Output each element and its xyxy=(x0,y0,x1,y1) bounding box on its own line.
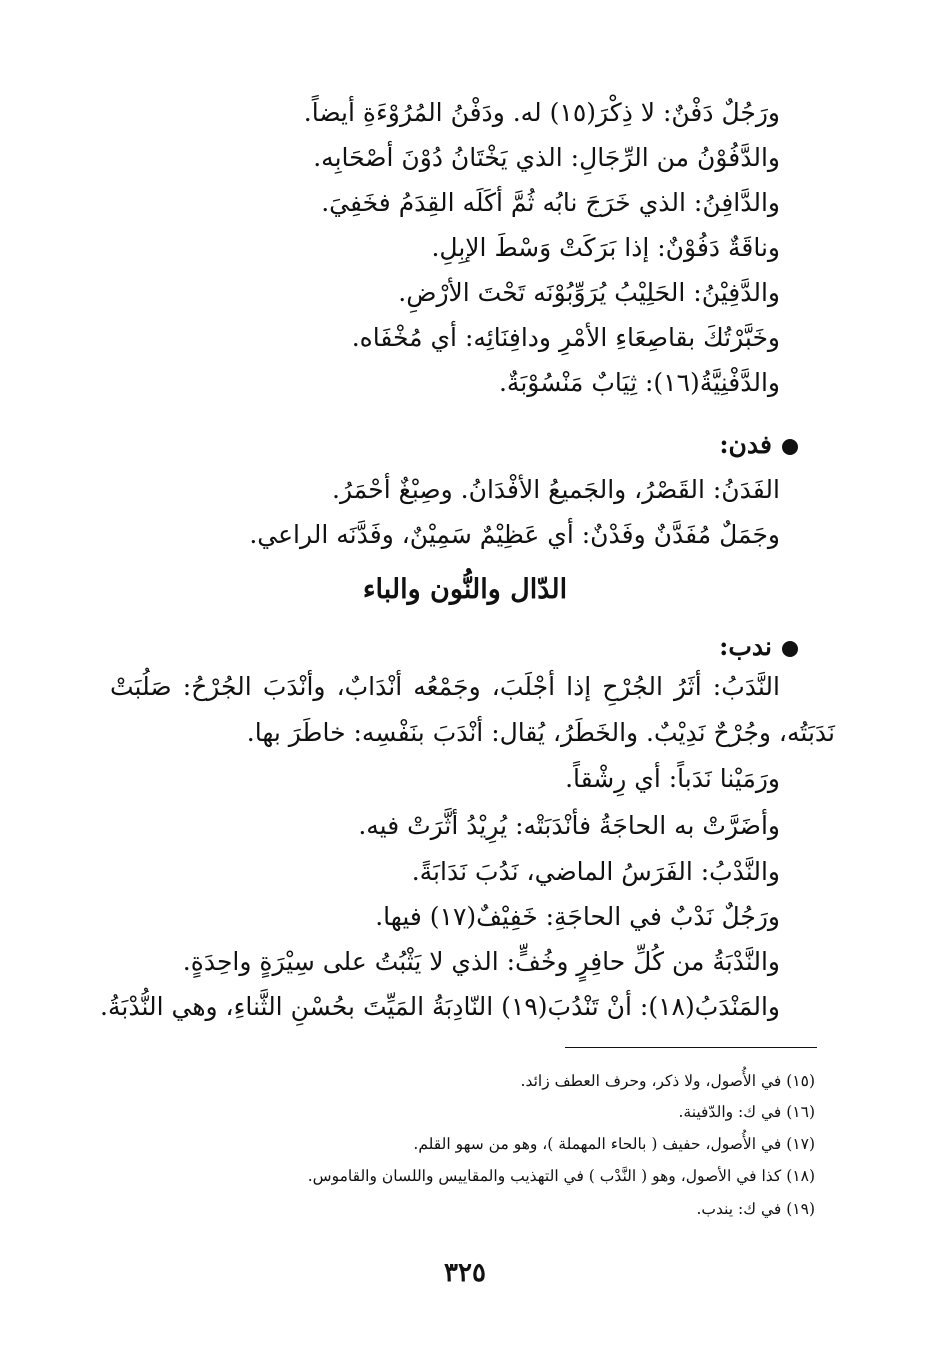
page-number: ٣٢٥ xyxy=(444,1258,486,1288)
bullet-icon xyxy=(782,439,798,455)
entry-line: والنَّدْبُ: الفَرَسُ الماضي، نَدُبَ نَدَابَةً. xyxy=(411,857,780,886)
root-heading-fadn xyxy=(719,428,798,462)
footnote: (١٦) في ك: والدّفينة. xyxy=(678,1103,815,1121)
footnote: (١٩) في ك: يندب. xyxy=(696,1200,815,1218)
root-label: ندب: xyxy=(719,632,772,661)
footnote: (١٧) في الأُصول، حفيف ( بالحاء المهملة )، وهو من سهو القلم. xyxy=(413,1135,815,1153)
entry-line: والدَّفْنِيَّةُ(١٦): ثِيَابٌ مَنْسُوْبَةٌ. xyxy=(498,368,780,397)
paragraph-line: نَدَبَتُه، وجُرْحٌ نَدِيْبٌ. والخَطَرُ، يُقال: أنْدَبَ بنَفْسِه: خاطَرَ بها. xyxy=(246,718,835,747)
footnote: (١٥) في الأُصول، ولا ذكر، وحرف العطف زائد. xyxy=(520,1072,815,1090)
entry-line: وأضَرَّتْ به الحاجَةُ فأنْدَبَتْه: يُرِيْدُ أثَّرَتْ فيه. xyxy=(358,811,780,840)
entry-line: والدَّفُوْنُ من الرِّجَالِ: الذي يَخْتَانُ دُوْنَ أصْحَابِه. xyxy=(313,143,780,172)
section-title: الدّال والنُّون والباء xyxy=(362,574,568,605)
entry-line: والنَّدْبَةُ من كُلِّ حافِرٍ وخُفٍّ: الذي لا يَثْبُتُ على سِيْرَةٍ واحِدَةٍ. xyxy=(182,947,780,976)
bullet-icon xyxy=(782,641,798,657)
paragraph-line: النَّدَبُ: أثَرُ الجُرْحِ إذا أجْلَبَ، وجَمْعُه أنْدَابٌ، وأنْدَبَ الجُرْحُ: صَلُبَتْ xyxy=(110,672,780,701)
entry-line: وناقَةٌ دَفُوْنٌ: إذا بَرَكَتْ وَسْطَ الإبِلِ. xyxy=(431,233,780,262)
root-label: فدن: xyxy=(719,430,772,459)
entry-line: الفَدَنُ: القَصْرُ، والجَميعُ الأفْدَانُ. وصِبْغٌ أحْمَرُ. xyxy=(332,475,780,504)
entry-line: ورَجُلٌ دَفْنٌ: لا ذِكْرَ(١٥) له. ودَفْنُ المُرُوْءَةِ أيضاً. xyxy=(303,98,780,127)
entry-line: والدَّفِيْنُ: الحَلِيْبُ يُرَوِّبُوْنَه تَحْتَ الأرْضِ. xyxy=(398,278,780,307)
entry-line: وجَمَلٌ مُفَدَّنٌ وفَدْنٌ: أي عَظِيْمٌ سَمِيْنٌ، وفَدَّنَه الراعي. xyxy=(249,520,780,549)
entry-line: وخَبَّرْتُكَ بقاصِعَاءِ الأمْرِ ودافِنَائِه: أي مُخْفَاه. xyxy=(351,323,780,352)
footnote: (١٨) كذا في الأصول، وهو ( النَّدْب ) في التهذيب والمقاييس واللسان والقاموس. xyxy=(307,1167,815,1185)
footnote-divider xyxy=(565,1047,817,1048)
entry-line: والمَنْدَبُ(١٨): أنْ تَنْدُبَ(١٩) النّادِبَةُ المَيِّتَ بحُسْنِ الثَّناءِ، وهي النُّدْبَةُ. xyxy=(100,992,780,1021)
entry-line: ورَجُلٌ نَدْبٌ في الحاجَةِ: خَفِيْفٌ(١٧) فيها. xyxy=(375,902,780,931)
root-heading-nadab xyxy=(719,630,798,664)
entry-line: ورَمَيْنا نَدَباً: أي رِشْقاً. xyxy=(565,764,780,793)
entry-line: والدَّافِنُ: الذي خَرَجَ نابُه ثُمَّ أكَلَه القِدَمُ فخَفِيَ. xyxy=(321,188,780,217)
